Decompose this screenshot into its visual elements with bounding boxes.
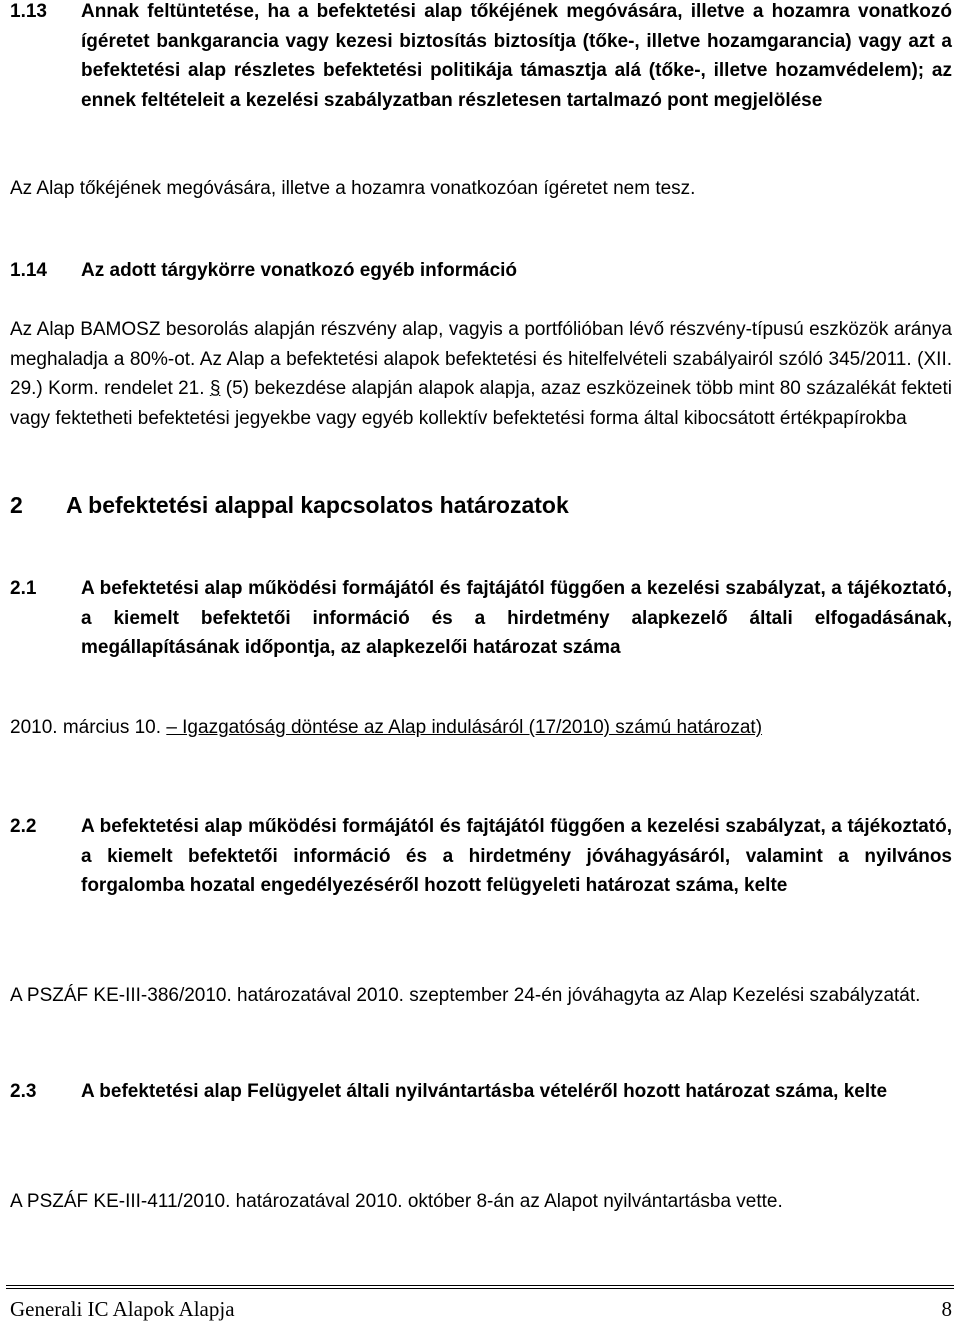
section-number: 2.2 [10,816,37,837]
body-part-a: Az Alap BAMOSZ besorolás alapján részvény alap, vagyis a portfólióban lévő részvény-típusú eszközök aránya meghaladja a 80%-ot. Az Alap a befektetési alapok befektetési és hitelfelvételi szabályairól szóló 345/2011. (XII. 29.) Korm. rendelet 21. [10,319,952,399]
section-title: A befektetési alap működési formájától és fajtájától függően a kezelési szabályzat, a tájékoztató, a kiemelt befektetői információ és a hirdetmény jóváhagyásáról, valamint a nyilvános forgalomba hozatal engedélyezéséről hozott felügyeleti határozat száma, kelte [81,816,952,896]
chapter-number: 2 [10,492,23,518]
section-2-3-heading [10,1077,952,1107]
footer-rule-thin [6,1288,954,1289]
section-1-14-heading [10,256,952,286]
section-2-2-heading [10,812,952,901]
section-2-1-heading [10,574,952,663]
page-footer [10,1295,952,1323]
section-2-2-body: A PSZÁF KE-III-386/2010. határozatával 2010. szeptember 24-én jóváhagyta az Alap Kezelési szabályzatát. [10,985,921,1006]
section-title: A befektetési alap Felügyelet általi nyilvántartásba vételéről hozott határozat száma, kelte [81,1081,888,1102]
section-title: A befektetési alap működési formájától és fajtájától függően a kezelési szabályzat, a tájékoztató, a kiemelt befektetői információ és a hirdetmény alapkezelő általi elfogadásának, megállapításának időpontja, az alapkezelői határozat száma [81,578,952,658]
section-1-14-body [10,315,952,433]
body-part-b: (5) bekezdése alapján alapok alapja, azaz eszközeinek több mint 80 százalékát fekteti vagy fektetheti befektetési jegyekbe vagy egyéb kollektív befektetési forma által kibocsátott értékpapírokba [10,378,952,429]
section-number: 1.14 [10,260,47,281]
footer-document-title: Generali IC Alapok Alapja [10,1297,235,1321]
decision-text: – Igazgatóság döntése az Alap indulásáról (17/2010) számú határozat) [166,717,763,738]
section-1-13-heading [10,0,952,115]
section-number: 2.1 [10,578,37,599]
section-2-3-body: A PSZÁF KE-III-411/2010. határozatával 2010. október 8-án az Alapot nyilvántartásba vette. [10,1191,783,1212]
decision-date: 2010. március 10. [10,717,167,738]
section-1-13-body: Az Alap tőkéjének megóvására, illetve a hozamra vonatkozóan ígéretet nem tesz. [10,178,696,199]
footer-rule-thick [6,1285,954,1286]
section-2-1-body [10,713,952,743]
section-number: 2.3 [10,1081,37,1102]
page-number: 8 [941,1297,952,1321]
section-sign: § [209,378,221,399]
chapter-title: A befektetési alappal kapcsolatos határozatok [66,492,569,518]
section-title: Az adott tárgykörre vonatkozó egyéb információ [81,260,518,281]
section-number: 1.13 [10,1,47,22]
section-title: Annak feltüntetése, ha a befektetési alap tőkéjének megóvására, illetve a hozamra vonatkozó ígéretet bankgarancia vagy kezesi biztosítás biztosítja (tőke-, illetve hozamgarancia) vagy azt a befektetési alap részletes befektetési politikája támasztja alá (tőke-, illetve hozamvédelem); az ennek feltételeit a kezelési szabályzatban részletesen tartalmazó pont megjelölése [81,1,952,111]
chapter-2-heading [10,490,952,520]
